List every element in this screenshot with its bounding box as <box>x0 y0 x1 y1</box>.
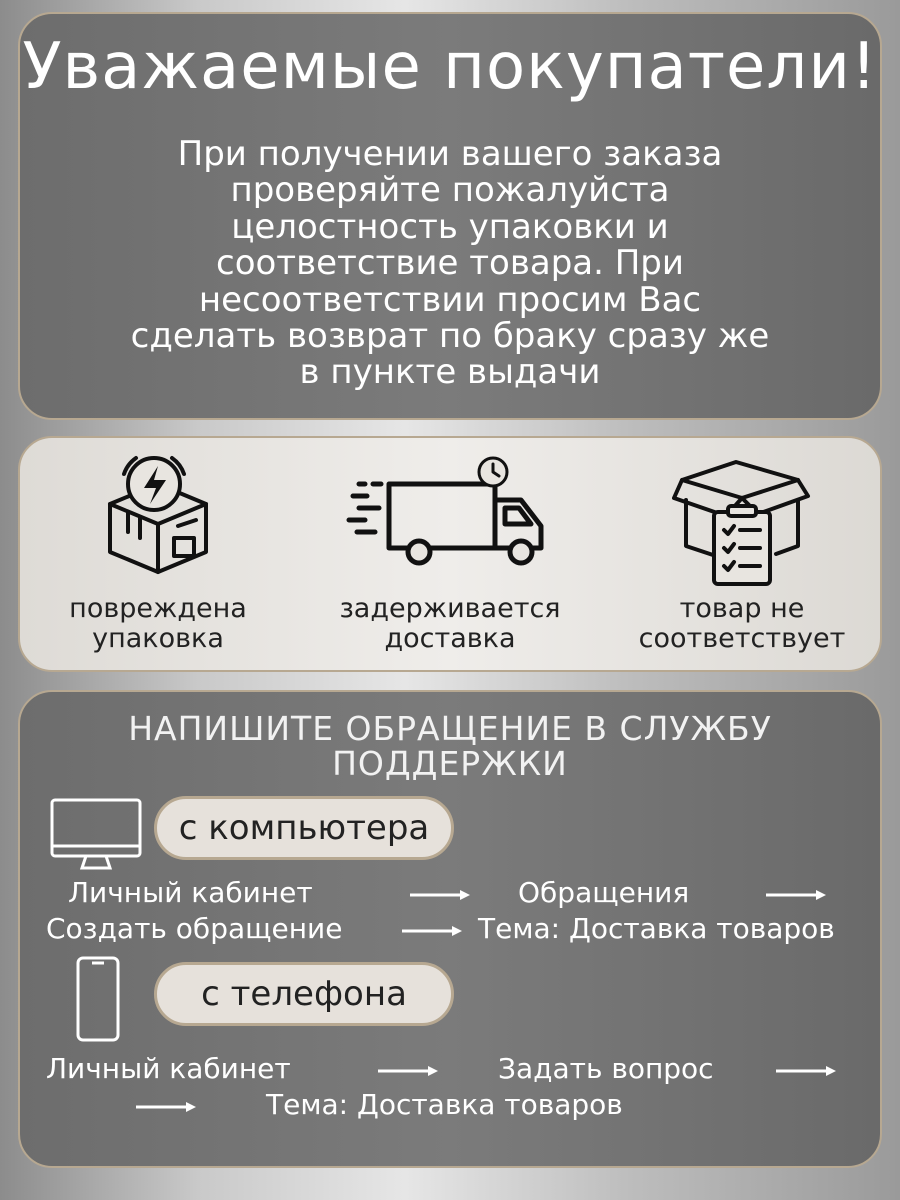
feature-label-line: товар не <box>679 593 805 624</box>
feature-label-line: соответствует <box>638 622 846 654</box>
intro-line: несоответствии просим Вас <box>198 279 702 320</box>
support-panel <box>18 690 882 1168</box>
page-title: Уважаемые покупатели! <box>22 30 878 104</box>
intro-line: При получении вашего заказа <box>177 134 723 174</box>
intro-line: соответствие товара. При <box>216 243 684 284</box>
smartphone-icon <box>76 956 120 1042</box>
feature-label-line: задерживается <box>339 593 561 624</box>
support-title-line: НАПИШИТЕ ОБРАЩЕНИЕ В СЛУЖБУ <box>128 709 772 748</box>
feature-label <box>28 594 288 653</box>
step-text: Задать вопрос <box>498 1052 714 1085</box>
arrow-right-icon <box>400 924 464 938</box>
computer-pill: с компьютера <box>154 796 454 860</box>
damaged-box-icon <box>88 448 228 588</box>
intro-panel <box>18 12 882 420</box>
delivery-truck-icon <box>345 448 555 588</box>
feature-damaged-package <box>28 448 288 654</box>
step-text: Тема: Доставка товаров <box>478 912 835 945</box>
arrow-right-icon <box>764 888 828 902</box>
arrow-right-icon <box>376 1064 440 1078</box>
step-text: Создать обращение <box>46 912 343 945</box>
feature-label-line: упаковка <box>92 622 224 654</box>
feature-wrong-item <box>612 448 872 654</box>
monitor-icon <box>50 798 142 872</box>
step-text: Тема: Доставка товаров <box>266 1088 623 1121</box>
step-text: Личный кабинет <box>68 876 313 909</box>
arrow-right-icon <box>408 888 472 902</box>
feature-label <box>612 594 872 653</box>
arrow-right-icon <box>774 1064 838 1078</box>
arrow-right-icon <box>134 1100 198 1114</box>
intro-line: целостность упаковки и <box>231 206 669 247</box>
phone-pill: с телефона <box>154 962 454 1026</box>
feature-label-line: доставка <box>384 622 516 654</box>
support-title-line: ПОДДЕРЖКИ <box>332 743 568 783</box>
box-checklist-icon <box>672 448 812 588</box>
support-title <box>20 709 880 783</box>
problems-panel <box>18 436 882 672</box>
feature-label-line: повреждена <box>69 593 247 624</box>
intro-line: в пункте выдачи <box>299 352 601 393</box>
step-text: Личный кабинет <box>46 1052 291 1085</box>
feature-delayed-delivery <box>320 448 580 654</box>
intro-line: сделать возврат по браку сразу же <box>130 315 770 356</box>
feature-label <box>320 594 580 653</box>
intro-line: проверяйте пожалуйста <box>230 170 670 211</box>
step-text: Обращения <box>518 876 690 909</box>
intro-text <box>60 136 840 391</box>
